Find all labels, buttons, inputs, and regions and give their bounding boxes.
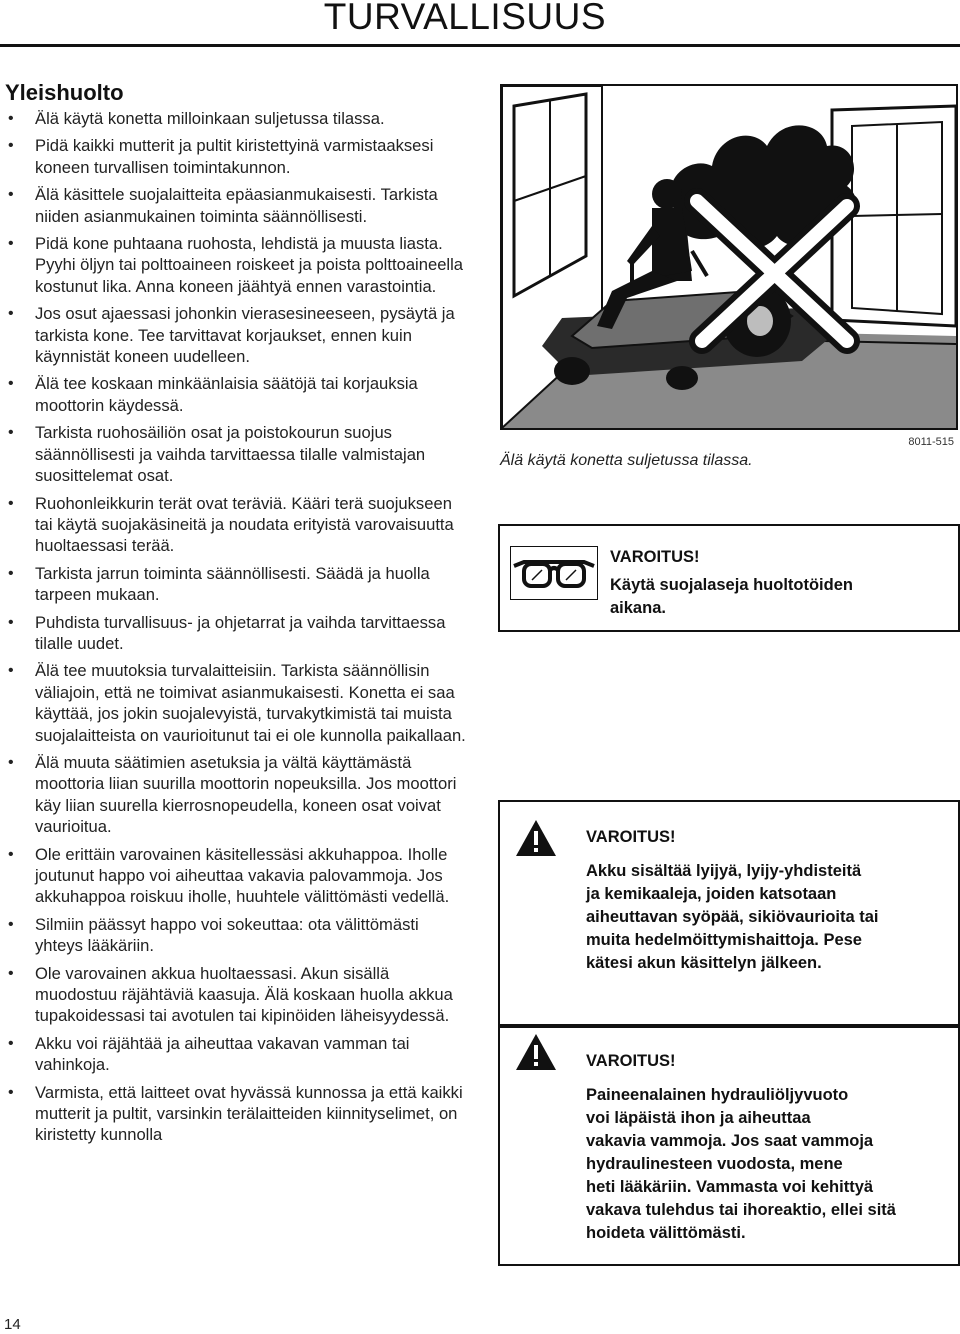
warning-box-hydraulic — [498, 1026, 960, 1266]
warning-line: aikana. — [610, 599, 666, 617]
operator-head — [652, 179, 682, 209]
bullet-dot: • — [8, 662, 14, 680]
list-item-text: Älä muuta säätimien asetuksia ja vältä käyttämästä moottoria liian suurilla moottorin nopeuksilla. Jos moottori käy liian suurella kierrosnopeudella, koneen osat voivat vaurioitua. — [35, 752, 457, 837]
list-item-text: Älä tee muutoksia turvalaitteisiin. Tarkista säännöllisin väliajoin, että ne toimivat asianmukaisesti. Konetta ei saa käyttää, jos jokin suojalevyistä, turvakytkimistä tai muista suojalaitteista on vaurioitunut tai ei ole kunnolla paikallaan. — [35, 661, 466, 745]
figure-caption: Älä käytä konetta suljetussa tilassa. — [500, 452, 753, 469]
list-item-text: Tarkista jarrun toiminta säännöllisesti. Säädä ja huolla tarpeen mukaan. — [35, 563, 430, 605]
warning-box-battery — [498, 800, 960, 1026]
no-mower-in-closed-space-illustration — [502, 86, 956, 428]
header-rule — [0, 44, 960, 47]
warning-line: vakavia vammoja. Jos saat vammoja — [586, 1132, 874, 1150]
page-number: 14 — [4, 1316, 21, 1333]
bullet-dot: • — [8, 494, 14, 512]
figure-code: 8011-515 — [908, 436, 954, 448]
list-item — [0, 373, 470, 416]
list-item — [0, 844, 470, 908]
list-item-text: Varmista, että laitteet ovat hyvässä kunnossa ja että kaikki mutterit ja pultit, varsinkin terälaitteiden kiinnityselimet, on kiristetty kunnolla — [35, 1082, 463, 1145]
warning-text — [586, 860, 879, 975]
bullet-dot: • — [8, 613, 14, 631]
list-item-text: Ole erittäin varovainen käsitellessäsi akkuhappoa. Iholle joutunut happo voi aiheuttaa vakavia palovammoja. Jos akkuhappoa roiskuu iholle, huuhtele välittömästi vedellä. — [35, 844, 450, 907]
list-item-text: Tarkista ruohosäiliön osat ja poistokourun suojus säännöllisesti ja vaihda tarvittaessa tilalle valmistajan suosittelemat osat. — [35, 423, 426, 486]
bullet-list — [0, 108, 470, 1152]
bullet-dot: • — [8, 235, 14, 253]
list-item-text: Jos osut ajaessasi johonkin vierasesineeseen, pysäytä ja tarkista kone. Tee tarvittavat korjaukset, ennen kuin käynnistät koneen uudelleen. — [35, 304, 455, 367]
list-item-text: Puhdista turvallisuus- ja ohjetarrat ja vaihda tarvittaessa tilalle uudet. — [35, 612, 446, 653]
bullet-dot: • — [8, 375, 14, 393]
list-item — [0, 1033, 470, 1076]
figure-illustration — [500, 84, 958, 430]
list-item — [0, 612, 470, 655]
list-item — [0, 422, 470, 486]
list-item-text: Pidä kaikki mutterit ja pultit kiristettyinä varmistaaksesi koneen turvallisen toimintakunnon. — [35, 136, 434, 177]
page-header-title: TURVALLISUUS — [323, 0, 606, 37]
safety-glasses-icon — [510, 546, 598, 600]
list-item — [0, 303, 470, 367]
list-item-text: Pidä kone puhtaana ruohosta, lehdistä ja muusta liasta. Pyyhi öljyn tai polttoaineen roiskeet ja poista polttoaineella kostunut lika. Anna koneen jäähtyä ennen varastointia. — [35, 234, 464, 296]
list-item-text: Ole varovainen akkua huoltaessasi. Akun sisällä muodostuu räjähtäviä kaasuja. Älä koskaan huolla akkua tupakoidessasi tai avotulen tai kipinöiden läheisyydessä. — [35, 963, 453, 1026]
warning-line: heti lääkäriin. Vammasta voi kehittyä — [586, 1178, 874, 1196]
warning-line: voi läpäistä ihon ja aiheuttaa — [586, 1109, 811, 1127]
warning-line: Käytä suojalaseja huoltotöiden — [610, 576, 853, 594]
bullet-dot: • — [8, 845, 14, 863]
list-item — [0, 135, 470, 178]
bullet-dot: • — [8, 964, 14, 982]
list-item-text: Älä tee koskaan minkäänlaisia säätöjä tai korjauksia moottorin käydessä. — [35, 374, 418, 415]
warning-line: hydraulinesteen vuodosta, mene — [586, 1155, 843, 1173]
warning-text — [610, 574, 853, 620]
warning-title: VAROITUS! — [586, 1052, 676, 1070]
warning-title: VAROITUS! — [586, 828, 676, 846]
warning-triangle-icon — [514, 818, 558, 858]
bullet-dot: • — [8, 753, 14, 771]
list-item-text: Ruohonleikkurin terät ovat teräviä. Kääri terä suojukseen tai käytä suojakäsineitä ja noudata erityistä varovaisuutta huoltaessasi terää. — [35, 493, 454, 556]
bullet-dot: • — [8, 564, 14, 582]
list-item — [0, 914, 470, 957]
warning-line: Akku sisältää lyijyä, lyijy-yhdisteitä — [586, 862, 862, 880]
warning-line: vakava tulehdus tai ihoreaktio, ellei sitä — [586, 1201, 896, 1219]
list-item-text: Akku voi räjähtää ja aiheuttaa vakavan vamman tai vahinkoja. — [35, 1033, 410, 1075]
bullet-dot: • — [8, 305, 14, 323]
bullet-dot: • — [8, 110, 14, 127]
bullet-dot: • — [8, 186, 14, 204]
bullet-dot: • — [8, 1083, 14, 1101]
warning-line: ja kemikaaleja, joiden katsotaan — [586, 885, 837, 903]
list-item — [0, 660, 470, 746]
list-item-text: Silmiin päässyt happo voi sokeuttaa: ota välittömästi yhteys lääkäriin. — [35, 914, 419, 956]
warning-title: VAROITUS! — [610, 548, 700, 566]
list-item — [0, 752, 470, 838]
warning-triangle-icon — [514, 1032, 558, 1072]
list-item-text: Älä käytä konetta milloinkaan suljetussa tilassa. — [35, 109, 385, 128]
warning-line: hoideta välittömästi. — [586, 1224, 746, 1242]
list-item — [0, 563, 470, 606]
bullet-dot: • — [8, 915, 14, 933]
list-item — [0, 108, 470, 129]
warning-text — [586, 1084, 896, 1245]
warning-line: kätesi akun käsittelyn jälkeen. — [586, 954, 822, 972]
bullet-dot: • — [8, 137, 14, 155]
section-heading: Yleishuolto — [5, 80, 124, 105]
bullet-dot: • — [8, 1034, 14, 1052]
warning-box-glasses — [498, 524, 960, 632]
bullet-dot: • — [8, 424, 14, 442]
warning-line: muita hedelmöittymishaittoja. Pese — [586, 931, 862, 949]
list-item — [0, 1082, 470, 1146]
warning-line: aiheuttavan syöpää, sikiövaurioita tai — [586, 908, 879, 926]
list-item — [0, 963, 470, 1027]
list-item — [0, 233, 470, 297]
list-item — [0, 493, 470, 557]
warning-line: Paineenalainen hydrauliöljyvuoto — [586, 1086, 849, 1104]
list-item-text: Älä käsittele suojalaitteita epäasianmukaisesti. Tarkista niiden asianmukainen toiminta säännöllisesti. — [35, 185, 438, 226]
list-item — [0, 184, 470, 227]
